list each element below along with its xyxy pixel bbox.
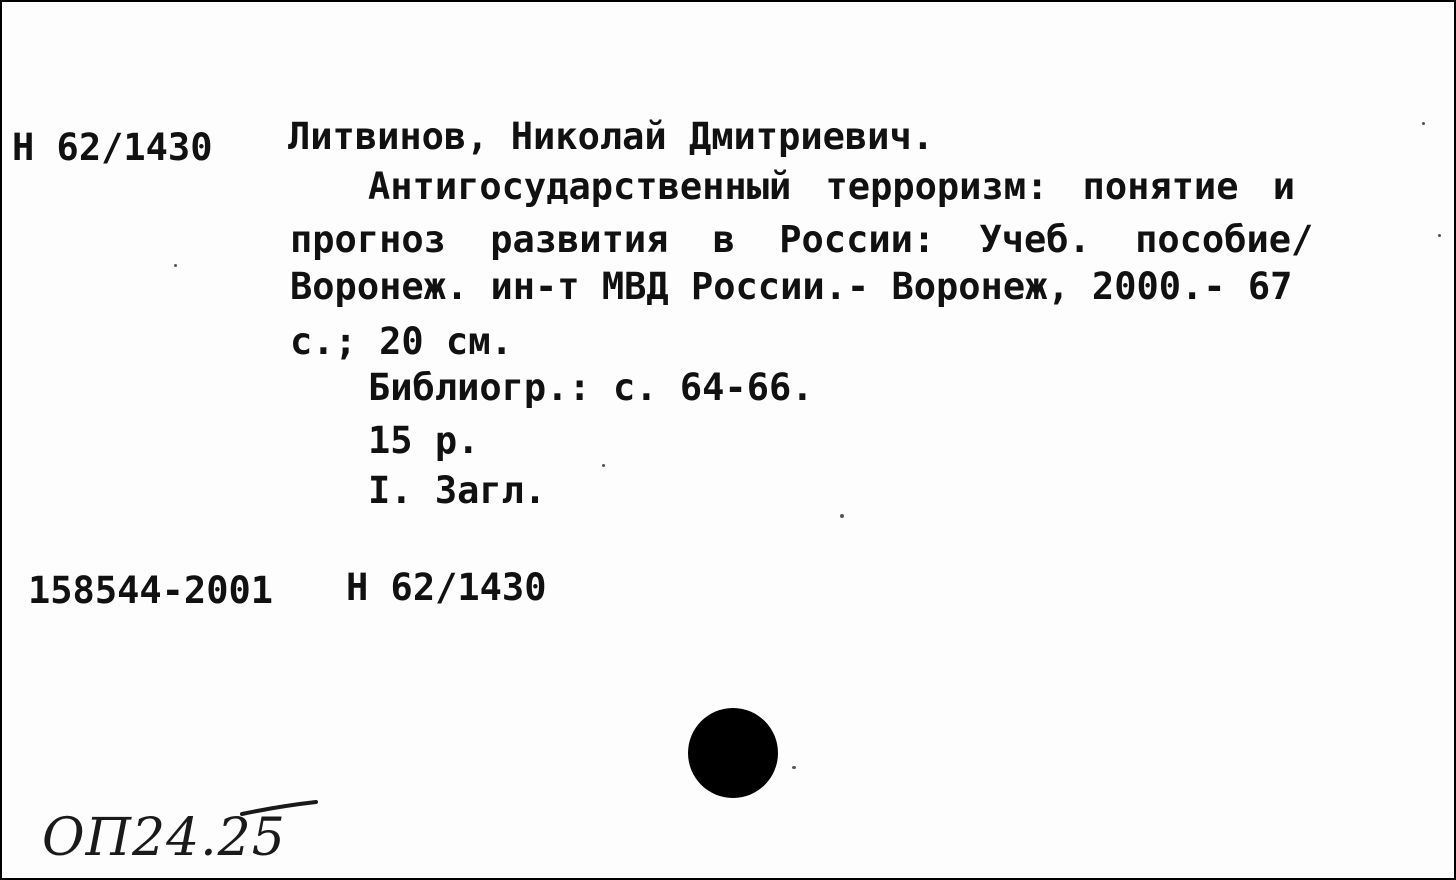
author-heading: Литвинов, Николай Дмитриевич. [288,115,935,158]
handwritten-underline [240,798,320,818]
title-line-3: Воронеж. ин-т МВД России.- Воронеж, 2000.- 67 [290,265,1293,308]
title-line-2: прогноз развития в России: Учеб. пособие/ [290,218,1314,261]
scan-speck [792,766,796,769]
scan-speck [1438,234,1441,237]
title-line-1: Антигосударственный терроризм: понятие и [368,165,1296,208]
call-number: Н 62/1430 [12,126,213,169]
scan-speck [840,514,844,518]
title-line-4: с.; 20 см. [290,320,513,363]
scan-speck [174,264,177,267]
scan-speck [1422,122,1425,125]
bottom-call-number: Н 62/1430 [346,566,547,609]
scan-speck [602,464,605,467]
added-entry: I. Загл. [368,469,547,512]
price: 15 р. [368,419,480,462]
inventory-number: 158544-2001 [28,569,274,612]
punch-hole [688,708,778,798]
bibliography-note: Библиогр.: с. 64-66. [368,366,814,409]
handwritten-note: ОП24.25 [42,808,286,868]
